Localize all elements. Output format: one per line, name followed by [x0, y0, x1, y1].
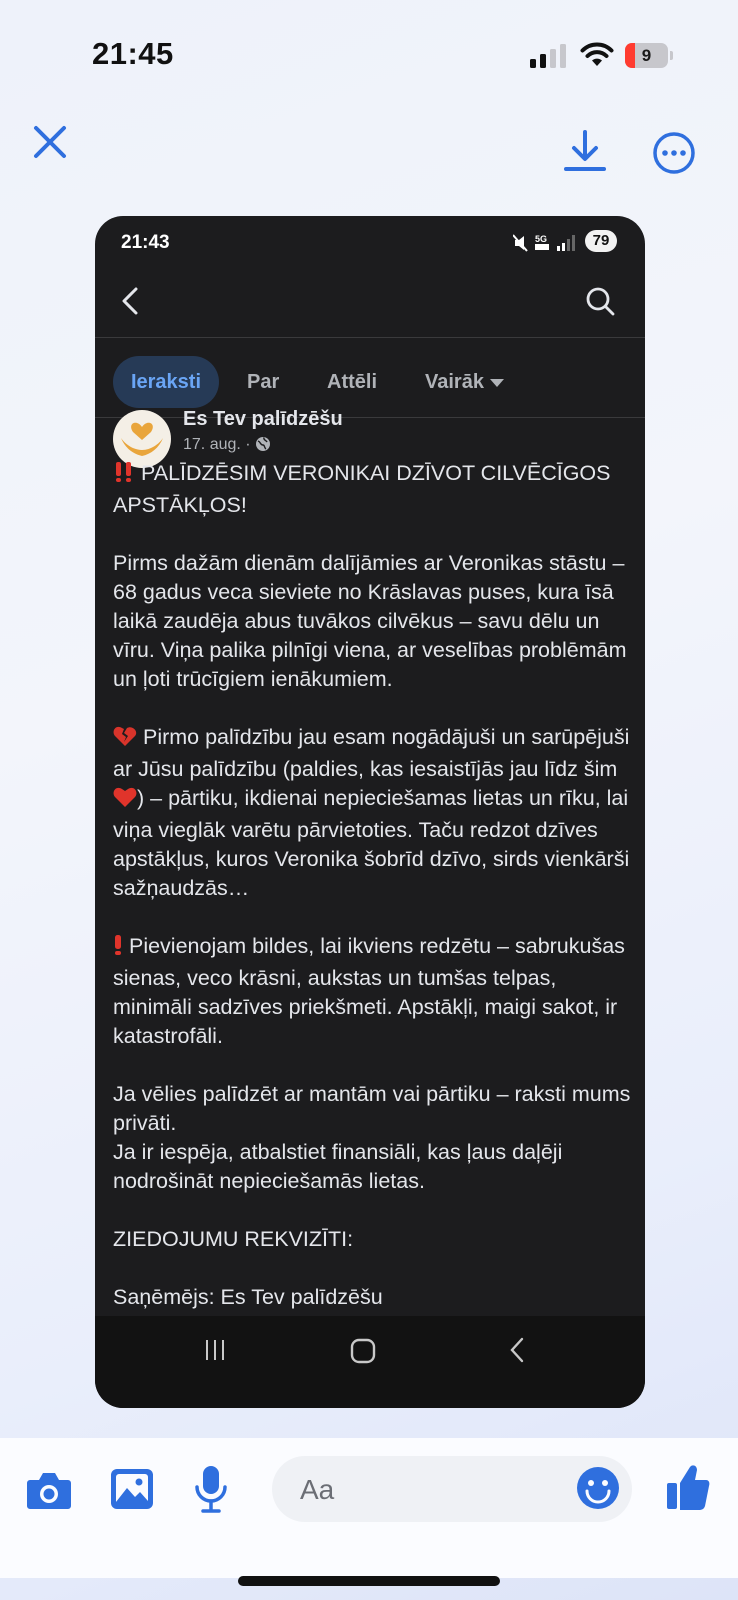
emoji-icon[interactable]	[576, 1466, 620, 1510]
post-body	[113, 459, 633, 1341]
status-bar	[0, 0, 738, 100]
search-icon[interactable]	[585, 286, 615, 316]
post-paragraph: Pirms dažām dienām dalījāmies ar Veronikas stāstu – 68 gadus veca sieviete no Krāslavas puses, kura īsā laikā zaudēja abus tuvākos cilvēkus – savu dēlu un vīru. Viņa palika pilnīgi viena, ar veselības problēmām un ļoti trūcīgiem ienākumiem.	[113, 551, 627, 691]
globe-icon	[255, 436, 271, 452]
post-paragraph: Ja vēlies palīdzēt ar mantām vai pārtiku – raksti mums privāti. Ja ir iespēja, atbalstiet finansiāli, kas ļaus daļēji nodrošināt nepieciešamās lietas.	[113, 1082, 631, 1193]
download-icon[interactable]	[562, 128, 608, 174]
post-paragraph-text: ) – pārtiku, ikdienai nepieciešamas lietas un rīku, lai viņa vieglāk varētu pārvietoties. Taču redzot dzīves apstākļus, kuros Veronika šobrīd dzīvo, sirds vienkārši sažņaudzās…	[113, 786, 630, 900]
message-input-placeholder: Aa	[300, 1474, 335, 1505]
svg-text:5G: 5G	[535, 234, 548, 244]
inner-status-icons	[513, 233, 583, 253]
double-exclamation-icon	[113, 461, 135, 491]
shared-screenshot[interactable]	[95, 216, 645, 1408]
page-tabs	[95, 338, 645, 418]
caret-down-icon	[490, 379, 504, 387]
page-header	[95, 268, 645, 338]
post-date: 17. aug. ·	[183, 436, 251, 453]
status-time: 21:45	[92, 36, 174, 71]
red-heart-icon	[113, 786, 137, 816]
home-icon[interactable]	[350, 1338, 376, 1364]
post-title-paragraph	[113, 459, 633, 520]
tab-posts[interactable]: Ieraksti	[113, 356, 219, 408]
exclamation-icon	[113, 934, 123, 964]
tab-more[interactable]	[425, 356, 504, 408]
post-paragraph-text: Pievienojam bildes, lai ikviens redzētu – sabrukušas sienas, veco krāsni, aukstas un tumšas telpas, minimāli sadzīves priekšmeti. Apstākļi, maigi sakot, ir katastrofāli.	[113, 934, 625, 1048]
nav-back-icon[interactable]	[507, 1336, 527, 1364]
post-paragraph-text: Pirmo palīdzību jau esam nogādājuši un sarūpējuši ar Jūsu palīdzību (paldies, kas iesaistījās jau līdz šim	[113, 725, 630, 781]
post-paragraph: ZIEDOJUMU REKVIZĪTI:	[113, 1227, 354, 1251]
battery-indicator	[625, 43, 673, 68]
page-name[interactable]: Es Tev palīdzēšu	[183, 408, 343, 430]
android-nav-bar	[95, 1316, 645, 1408]
close-icon[interactable]	[30, 122, 70, 162]
back-arrow-icon[interactable]	[117, 286, 145, 316]
inner-status-bar	[95, 216, 645, 266]
wifi-icon	[580, 42, 614, 68]
inner-battery: 79	[585, 230, 617, 252]
home-indicator[interactable]	[238, 1576, 500, 1586]
post-title: PALĪDZĒSIM VERONIKAI DZĪVOT CILVĒCĪGOS APSTĀKĻOS!	[113, 461, 611, 517]
inner-status-time: 21:43	[121, 232, 170, 253]
recent-apps-icon[interactable]	[203, 1338, 227, 1362]
battery-level: 9	[641, 46, 652, 65]
cellular-signal-icon	[530, 44, 568, 68]
tab-more-label: Vairāk	[425, 371, 484, 393]
thumbs-up-icon[interactable]	[666, 1463, 710, 1511]
broken-heart-icon	[113, 725, 137, 755]
tab-about[interactable]: Par	[247, 371, 280, 393]
message-input[interactable]	[272, 1456, 632, 1522]
camera-icon[interactable]	[26, 1470, 72, 1510]
post-paragraph	[113, 723, 633, 903]
post-meta	[183, 436, 271, 454]
image-icon[interactable]	[110, 1468, 154, 1510]
more-options-icon[interactable]	[652, 131, 696, 175]
tab-photos[interactable]: Attēli	[327, 371, 377, 393]
message-composer	[0, 1438, 738, 1578]
microphone-icon[interactable]	[194, 1465, 228, 1513]
post-paragraph: Saņēmējs: Es Tev palīdzēšu	[113, 1285, 383, 1309]
post-paragraph	[113, 932, 633, 1051]
